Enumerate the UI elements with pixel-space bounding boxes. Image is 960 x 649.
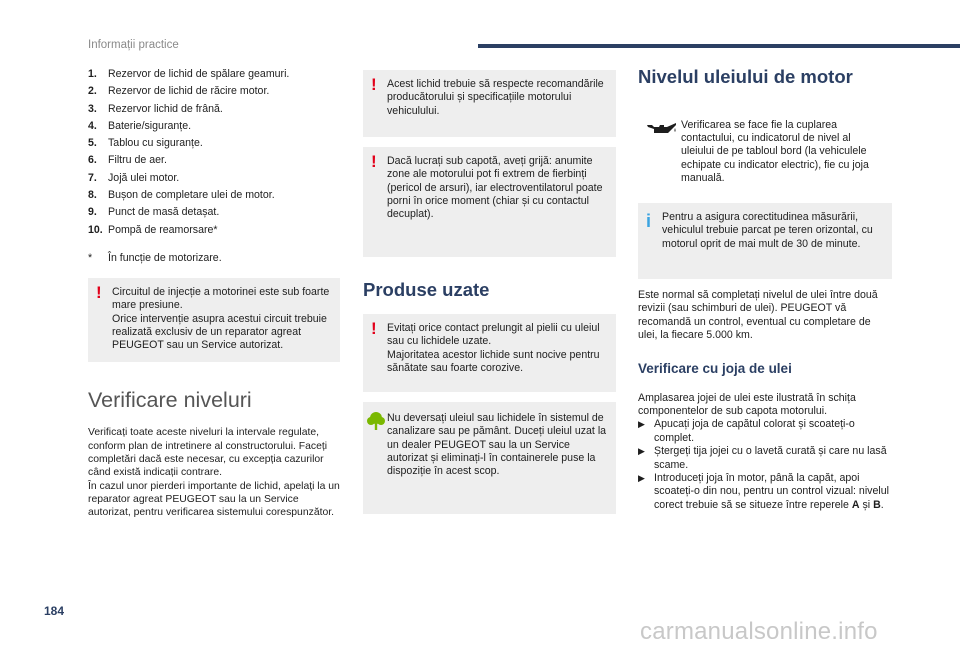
column-left — [88, 66, 340, 520]
info-box — [638, 203, 892, 279]
column-right — [638, 66, 892, 512]
warning-text: Dacă lucrați sub capotă, aveți grijă: anumite zone ale motorului pot fi extrem de fierbinți (pericol de arsuri), iar electroventilatorul poate porni în orice moment (chiar și cu contactul decuplat). — [387, 155, 603, 221]
list-item: 6. Filtru de aer. — [88, 154, 167, 167]
column-middle — [363, 70, 616, 514]
warning-box-used — [363, 314, 616, 392]
list-item: ▶ Introduceți joja în motor, până la capăt, apoi scoateți-o din nou, pentru un control vizual: nivelul corect trebuie să se situeze între reperele A și B. — [638, 472, 889, 511]
list-item: ▶ Apucați joja de capătul colorat și scoateți-o complet. — [638, 418, 855, 444]
triangle-right-icon: ▶ — [638, 419, 645, 430]
warning-text: Orice intervenție asupra acestui circuit trebuie realizată exclusiv de un reparator agreat PEUGEOT sau un Service autorizat. — [112, 312, 327, 352]
list-item: 1. Rezervor de lichid de spălare geamuri. — [88, 68, 290, 80]
warning-text: Majoritatea acestor lichide sunt nocive pentru sănătate sau foarte corozive. — [387, 348, 600, 374]
section-title-oil-level: Nivelul uleiului de motor — [638, 66, 853, 87]
header-section-title: Informații practice — [88, 39, 179, 51]
eco-box — [363, 402, 616, 514]
levels-text-2: În cazul unor pierderi importante de lichid, apelați la un reparator agreat PEUGEOT sau la un Service autorizat, pentru verificarea sistemului corespunzător. — [88, 480, 340, 519]
list-item: 5. Tablou cu siguranțe. — [88, 137, 203, 150]
tree-icon — [366, 411, 386, 435]
mark-b: B — [873, 498, 881, 511]
warning-box-injection — [88, 278, 340, 362]
list-item: 10. Pompă de reamorsare* — [88, 223, 218, 236]
dipstick-steps — [638, 418, 892, 512]
list-item: 7. Jojă ulei motor. — [88, 171, 180, 184]
exclamation-icon: ! — [371, 319, 377, 338]
header-bar — [478, 44, 960, 48]
info-icon: i — [646, 211, 652, 231]
section-title-dipstick: Verificare cu joja de ulei — [638, 360, 792, 376]
list-item: ▶ Ștergeți tija jojei cu o lavetă curată și care nu lasă scame. — [638, 445, 887, 471]
page-number: 184 — [44, 604, 65, 618]
warning-text: Acest lichid trebuie să respecte recomandările producătorului și specificațiile motorului vehiculului. — [387, 78, 604, 117]
info-text: Pentru a asigura corectitudinea măsurării, vehiculul trebuie parcat pe teren orizontal, cu motorul oprit de mai mult de 30 de minute. — [662, 211, 873, 250]
triangle-right-icon: ▶ — [638, 446, 645, 457]
warning-text: Circuitul de injecție a motorinei este sub foarte mare presiune. — [112, 285, 330, 312]
warning-box-hood — [363, 147, 616, 257]
list-item: 8. Bușon de completare ulei de motor. — [88, 189, 275, 202]
section-title-used-products: Produse uzate — [363, 279, 490, 300]
warning-text: Evitați orice contact prelungit al pielii cu uleiul sau cu lichidele uzate. — [387, 322, 600, 348]
oil-intro — [638, 108, 892, 203]
oil-can-icon — [646, 122, 678, 141]
mark-a: A — [851, 498, 860, 511]
oil-intro-text: Verificarea se face fie la cuplarea contactului, cu indicatorul de nivel al uleiului de pe tabloul bord (la vehiculele echipate cu indicator electric), fie cu joja manuală. — [681, 118, 869, 185]
exclamation-icon: ! — [371, 75, 377, 94]
dipstick-intro: Amplasarea jojei de ulei este ilustrată în schița componentelor de sub capota motorului. — [638, 391, 856, 418]
footnote: * În funcție de motorizare. — [88, 251, 222, 264]
section-title-levels: Verificare niveluri — [88, 388, 252, 413]
list-item: 4. Baterie/siguranțe. — [88, 119, 192, 132]
list-item: 3. Rezervor lichid de frână. — [88, 102, 223, 115]
oil-normal-text: Este normal să completați nivelul de ulei între două revizii (sau schimburi de ulei). PEUGEOT vă recomandă un control, eventual cu completare de ulei, la fiecare 5.000 km. — [638, 289, 878, 342]
list-item: 9. Punct de masă detașat. — [88, 206, 220, 219]
triangle-right-icon: ▶ — [638, 473, 645, 484]
exclamation-icon: ! — [371, 152, 377, 171]
components-list — [88, 66, 340, 239]
eco-text: Nu deversați uleiul sau lichidele în sistemul de canalizare sau pe pământ. Duceți uleiul uzat la un dealer PEUGEOT sau la un Service autorizat și eliminați-l în containerele puse la dispoziție în acest scop. — [387, 412, 607, 478]
levels-text: Verificați toate aceste niveluri la intervale regulate, conform plan de intretinere al constructorului. Faceți completări dacă este necesar, cu excepția cazurilor când există indicații contrare. — [88, 427, 328, 479]
warning-box-fluid — [363, 70, 616, 137]
exclamation-icon: ! — [96, 282, 102, 302]
watermark: carmanualsonline.info — [640, 618, 878, 645]
list-item: 2. Rezervor de lichid de răcire motor. — [88, 85, 270, 98]
